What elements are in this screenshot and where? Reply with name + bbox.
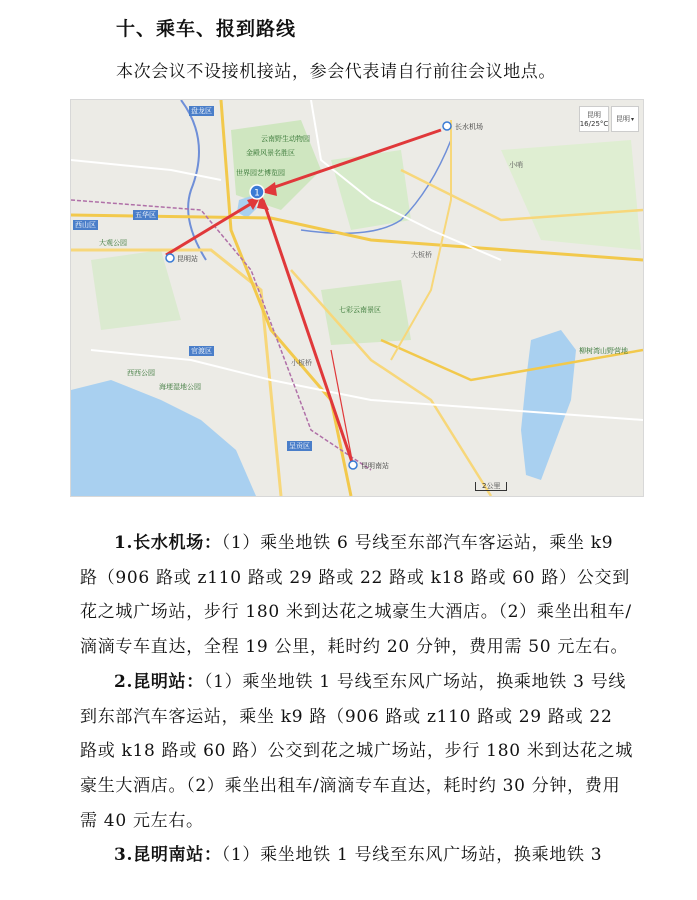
route-item <box>80 665 636 839</box>
yangzonghai-lake <box>521 330 576 480</box>
map-label-yunnan-park: 云南野生动物园 <box>261 135 310 143</box>
kunming-south-icon <box>349 461 357 469</box>
map-label-xiaoban: 小板桥 <box>291 359 312 367</box>
route-map[interactable] <box>70 99 644 497</box>
map-label-dabanqiao: 大板桥 <box>411 251 432 259</box>
route-text: （1）乘坐地铁 1 号线至东风广场站，换乘地铁 3 号线到东部汽车客运站，乘坐 k9 路（906 路或 z110 路或 29 路或 22 路或 k18 路或 60 路）公交到花之城广场站，步行 180 米到达花之城豪生大酒店。（2）乘坐出租车/滴滴专车直达，耗时约 30 分钟，费用需 40 元左右。 <box>80 671 634 831</box>
svg-text:1: 1 <box>254 188 260 199</box>
route-instructions <box>80 526 636 873</box>
route-title: 3.昆明南站： <box>114 845 222 866</box>
map-label-wuhua: 五华区 <box>135 211 156 219</box>
map-label-kunming-station: 昆明站 <box>177 255 198 263</box>
route-title: 1.长水机场： <box>114 533 222 553</box>
map-label-xishan: 西山区 <box>75 221 96 229</box>
map-label-airport: 长水机场 <box>455 123 483 131</box>
city-selector[interactable] <box>611 106 639 132</box>
scale-label: 2公里 <box>482 482 501 490</box>
weather-city: 昆明 <box>587 111 601 119</box>
kunming-station-icon <box>166 254 174 262</box>
chevron-down-icon: ▾ <box>630 115 634 123</box>
map-label-panlong: 盘龙区 <box>191 107 212 115</box>
section-heading: 十、乘车、报到路线 <box>116 18 297 40</box>
intro-text: 本次会议不设接机接站，参会代表请自行前往会议地点。 <box>116 62 556 82</box>
route-text: （1）乘坐地铁 6 号线至东部汽车客运站，乘坐 k9 路（906 路或 z110 路或 29 路或 22 路或 k18 路或 60 路）公交到花之城广场站，步行 180 米到达花之城豪生大酒店。（2）乘坐出租车/滴滴专车直达，全程 19 公里，耗时约 20 分钟，费用需 50 元左右。 <box>80 533 632 658</box>
airport-icon <box>443 122 451 130</box>
map-label-qicai: 七彩云南景区 <box>339 306 381 314</box>
map-label-kunming-south: 昆明南站 <box>361 462 389 470</box>
map-label-jinjiang: 金殿风景名胜区 <box>246 149 295 157</box>
map-label-yangzonghai: 柳树湾山野营地 <box>579 347 628 355</box>
map-label-xishan-park: 西西公园 <box>127 369 155 377</box>
route-text: （1）乘坐地铁 1 号线至东风广场站，换乘地铁 3 <box>221 845 603 866</box>
weather-temp: 16/25°C <box>579 120 609 128</box>
map-label-chenggong: 呈贡区 <box>289 442 310 450</box>
route-item <box>80 526 636 665</box>
scale-bar <box>475 482 507 491</box>
map-label-xiaoshao: 小哨 <box>509 161 523 169</box>
map-label-expo: 世界园艺博览园 <box>236 169 285 177</box>
route-title: 2.昆明站： <box>114 671 204 692</box>
destination-marker-icon[interactable] <box>250 185 264 199</box>
city-selector-label: 昆明 <box>615 115 630 123</box>
map-label-haigeng: 海埂湿地公园 <box>159 383 201 391</box>
weather-widget[interactable] <box>579 106 609 132</box>
map-canvas <box>71 100 643 496</box>
map-label-guandu: 官渡区 <box>191 347 212 355</box>
map-label-daguan: 大观公园 <box>99 239 127 247</box>
route-item <box>80 838 636 873</box>
dianchi-lake <box>71 380 256 496</box>
